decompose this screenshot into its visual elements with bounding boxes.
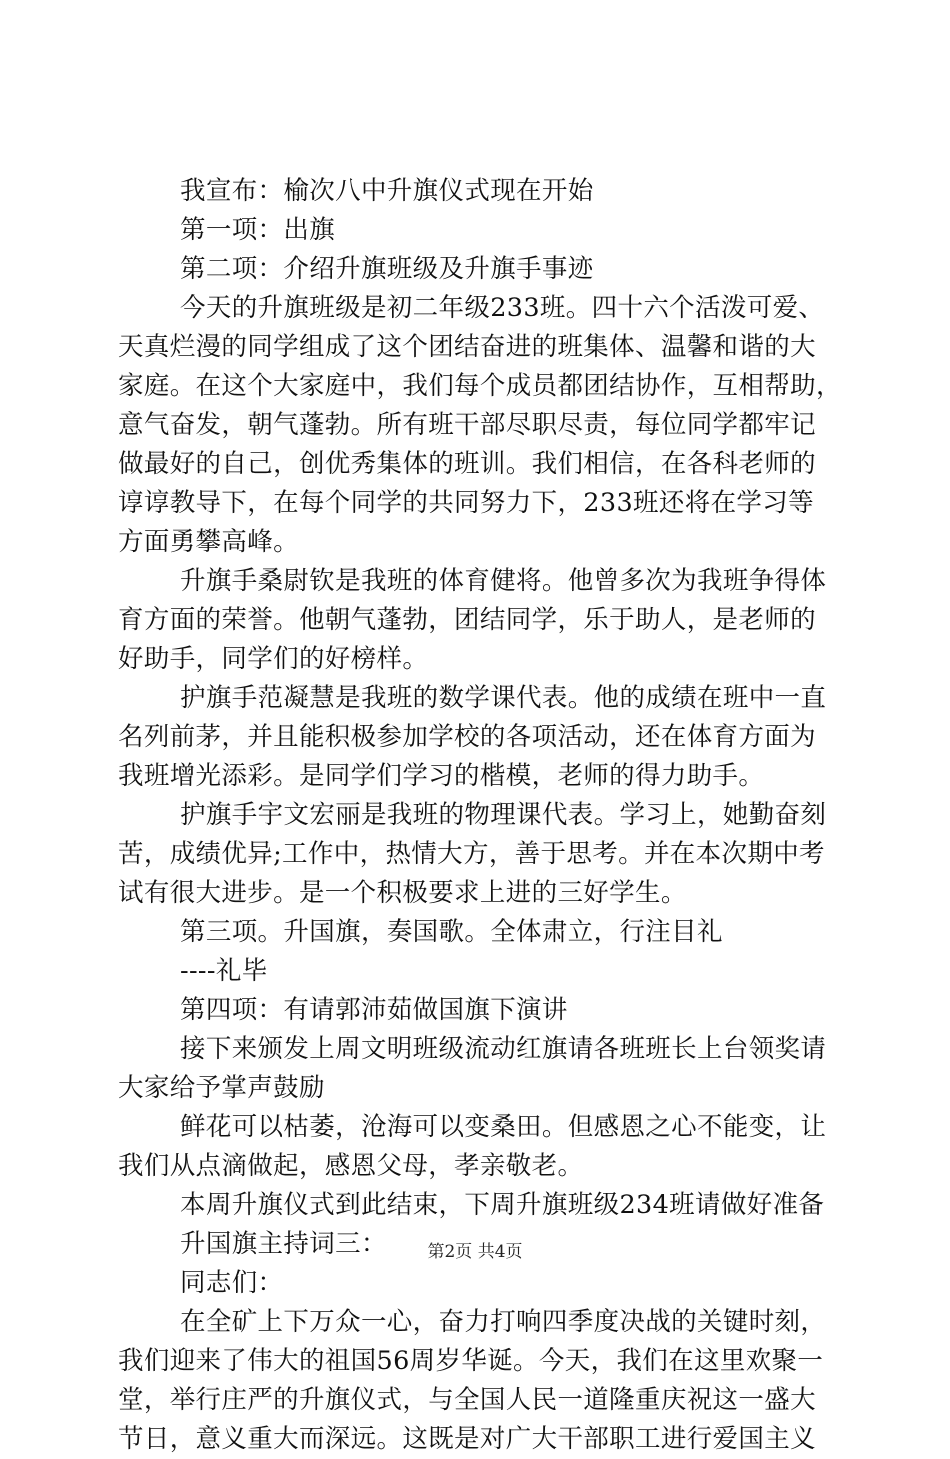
text-line: 大家给予掌声鼓励 bbox=[118, 1073, 325, 1103]
text-line: 我班增光添彩。是同学们学习的楷模，老师的得力助手。 bbox=[118, 761, 765, 791]
text-line: ----礼毕 bbox=[180, 956, 268, 986]
text-line: 谆谆教导下，在每个同学的共同努力下，233班还将在学习等 bbox=[118, 488, 814, 518]
text-line: 育方面的荣誉。他朝气蓬勃，团结同学，乐于助人，是老师的 bbox=[118, 605, 816, 635]
text-line: 意气奋发，朝气蓬勃。所有班干部尽职尽责，每位同学都牢记 bbox=[118, 410, 816, 440]
text-line: 节日，意义重大而深远。这既是对广大干部职工进行爱国主义 bbox=[118, 1424, 816, 1454]
text-line: 我们迎来了伟大的祖国56周岁华诞。今天，我们在这里欢聚一 bbox=[118, 1346, 824, 1376]
text-line: 做最好的自己，创优秀集体的班训。我们相信，在各科老师的 bbox=[118, 449, 816, 479]
text-line: 鲜花可以枯萎，沧海可以变桑田。但感恩之心不能变，让 bbox=[180, 1112, 827, 1142]
text-line: 家庭。在这个大家庭中，我们每个成员都团结协作，互相帮助， bbox=[118, 371, 842, 401]
text-line: 好助手，同学们的好榜样。 bbox=[118, 644, 429, 674]
text-line: 我宣布：榆次八中升旗仪式现在开始 bbox=[180, 176, 594, 206]
text-line: 我们从点滴做起，感恩父母，孝亲敬老。 bbox=[118, 1151, 584, 1181]
text-line: 名列前茅，并且能积极参加学校的各项活动，还在体育方面为 bbox=[118, 722, 816, 752]
text-line: 今天的升旗班级是初二年级233班。四十六个活泼可爱、 bbox=[180, 293, 825, 323]
text-line: 第二项：介绍升旗班级及升旗手事迹 bbox=[180, 254, 594, 284]
text-line: 升国旗主持词三： bbox=[180, 1229, 387, 1259]
text-line: 第三项。升国旗，奏国歌。全体肃立，行注目礼 bbox=[180, 917, 723, 947]
text-line: 天真烂漫的同学组成了这个团结奋进的班集体、温馨和谐的大 bbox=[118, 332, 816, 362]
text-line: 在全矿上下万众一心，奋力打响四季度决战的关键时刻， bbox=[180, 1307, 827, 1337]
document-body bbox=[118, 172, 842, 1459]
text-line: 苦，成绩优异;工作中，热情大方，善于思考。并在本次期中考 bbox=[118, 839, 825, 869]
text-line: 本周升旗仪式到此结束，下周升旗班级234班请做好准备 bbox=[180, 1190, 825, 1220]
text-line: 第一项：出旗 bbox=[180, 215, 336, 245]
text-line: 堂，举行庄严的升旗仪式，与全国人民一道隆重庆祝这一盛大 bbox=[118, 1385, 816, 1415]
text-line: 护旗手范凝慧是我班的数学课代表。他的成绩在班中一直 bbox=[180, 683, 827, 713]
page-footer: 第2页 共4页 bbox=[427, 1242, 523, 1262]
text-line: 第四项：有请郭沛茹做国旗下演讲 bbox=[180, 995, 568, 1025]
text-line: 同志们： bbox=[180, 1268, 284, 1298]
text-line: 试有很大进步。是一个积极要求上进的三好学生。 bbox=[118, 878, 687, 908]
text-line: 接下来颁发上周文明班级流动红旗请各班班长上台领奖请 bbox=[180, 1034, 827, 1064]
text-line: 方面勇攀高峰。 bbox=[118, 527, 299, 557]
text-line: 护旗手宇文宏丽是我班的物理课代表。学习上，她勤奋刻 bbox=[180, 800, 827, 830]
text-line: 升旗手桑尉钦是我班的体育健将。他曾多次为我班争得体 bbox=[180, 566, 827, 596]
